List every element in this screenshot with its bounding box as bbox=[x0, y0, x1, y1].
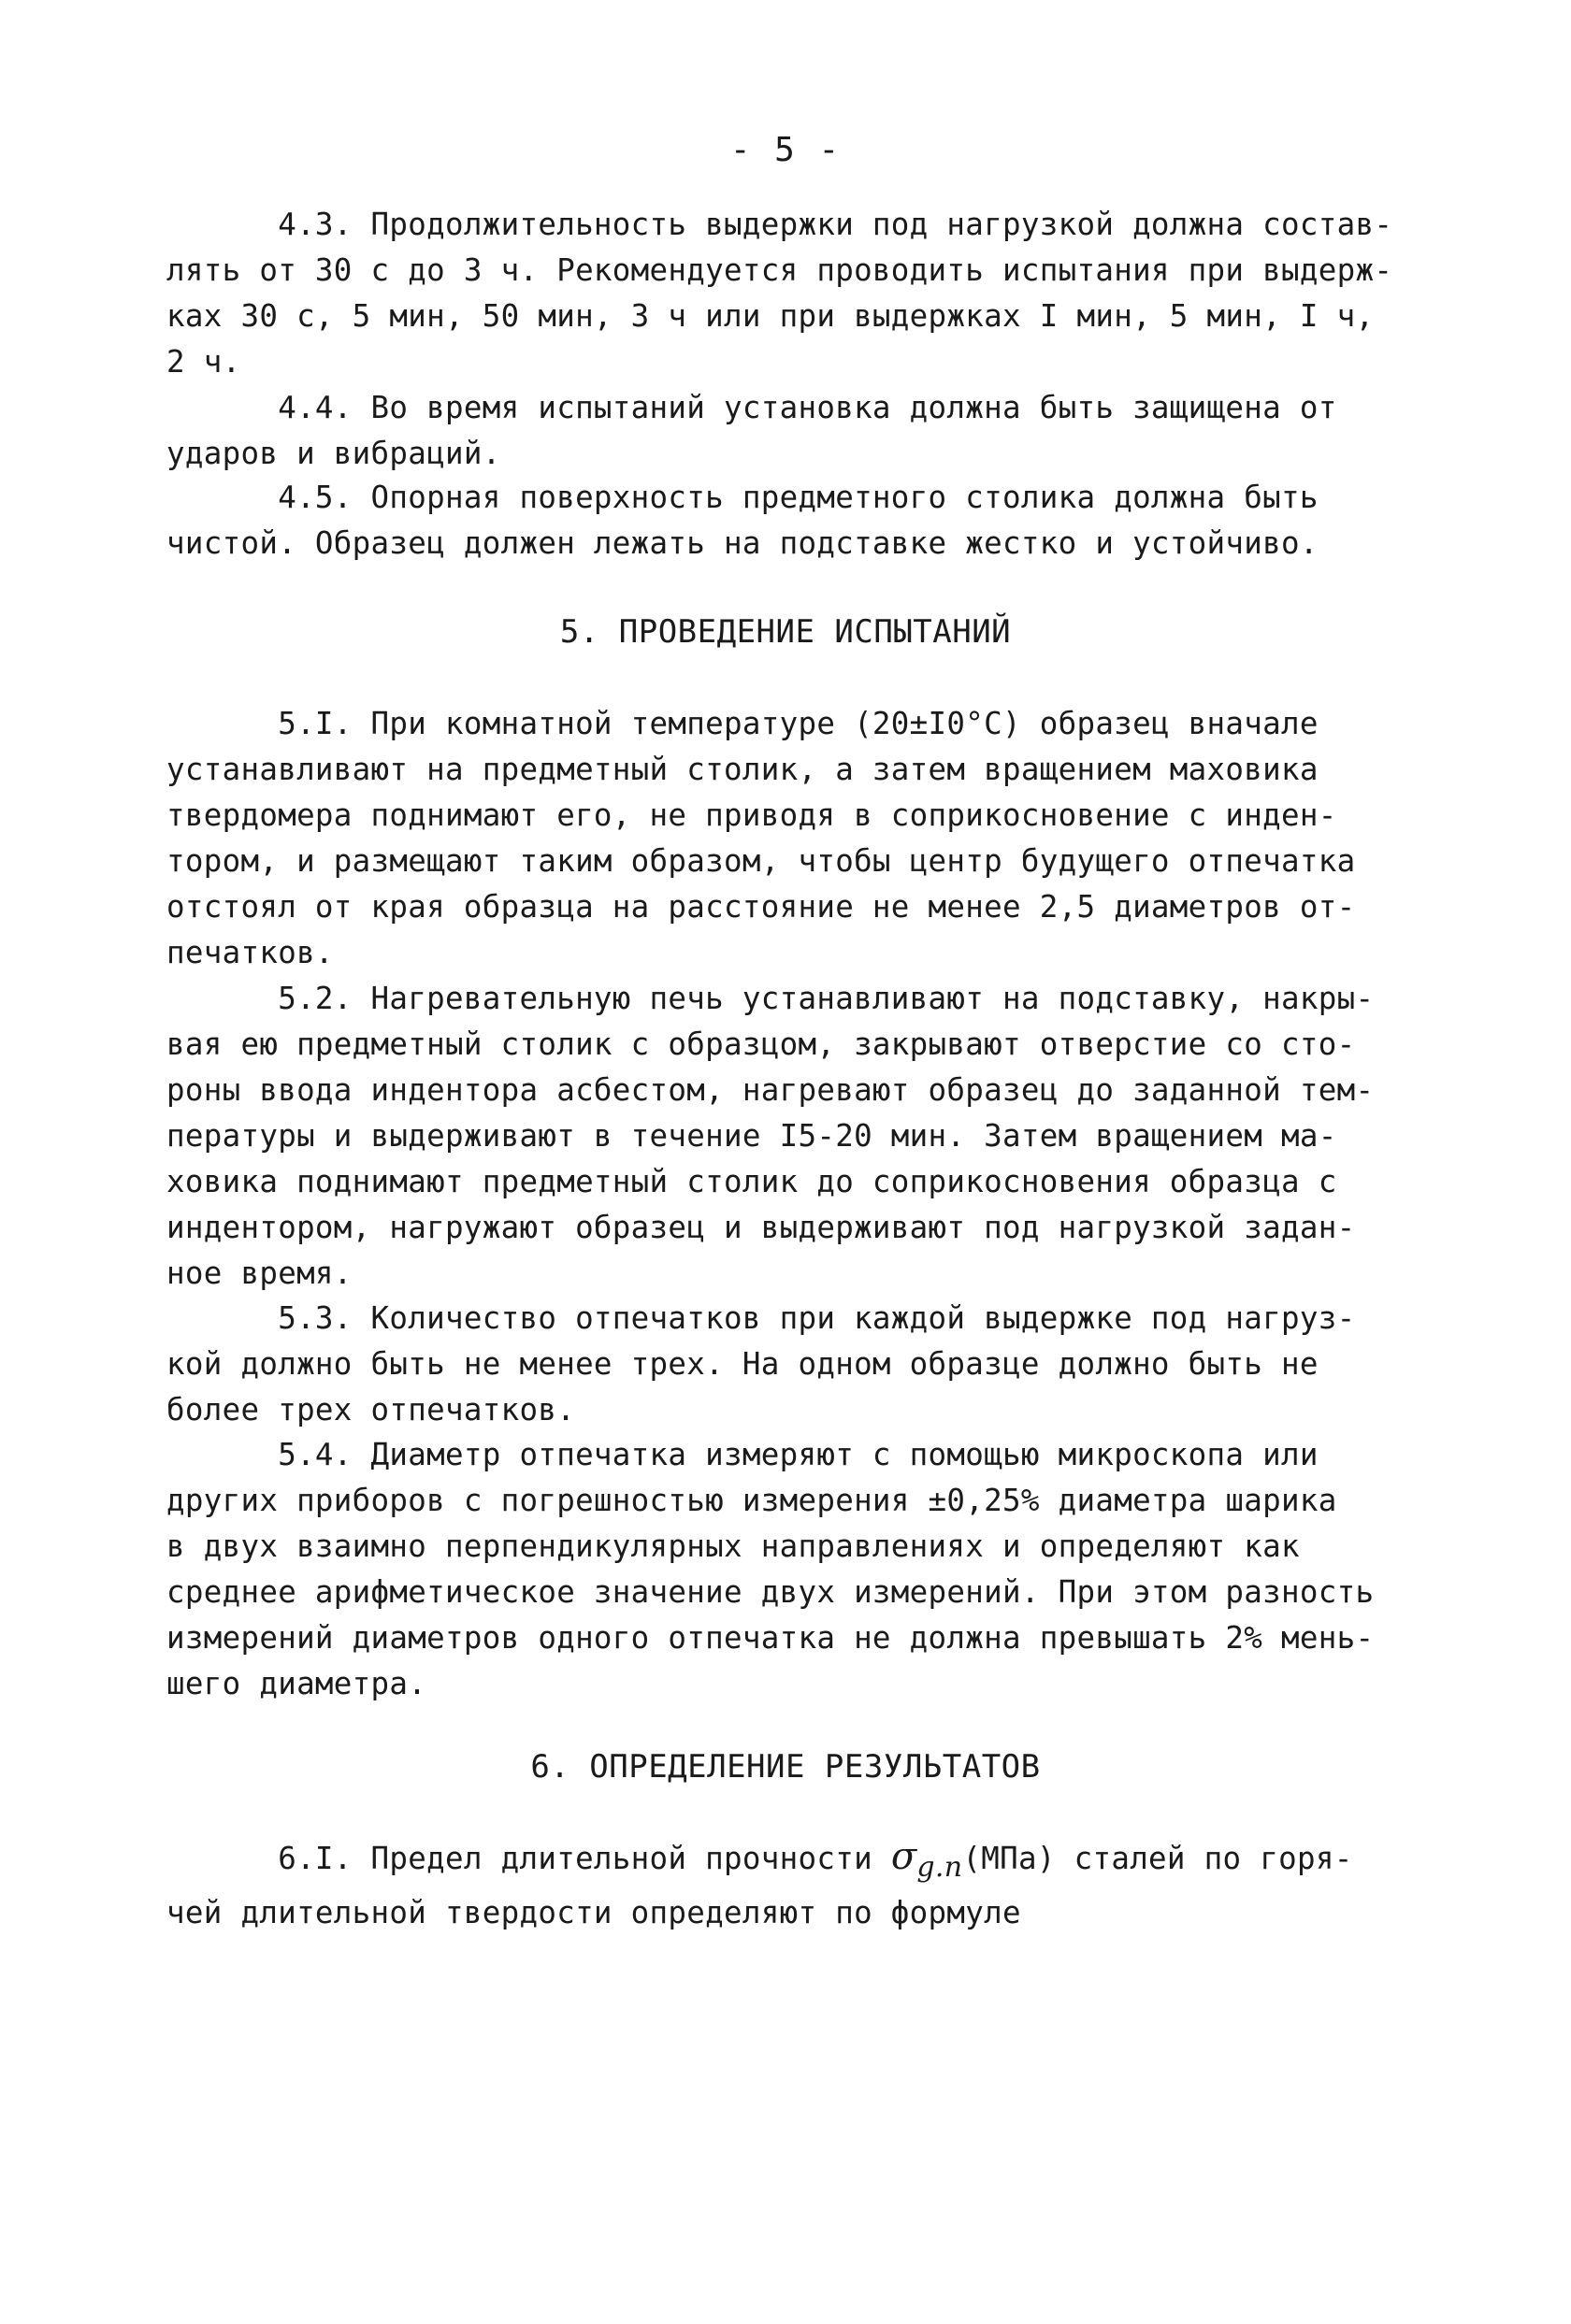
paragraph-6-1 bbox=[166, 1834, 1382, 1936]
sigma-symbol: σ bbox=[890, 1835, 917, 1878]
text-line: отстоял от края образца на расстояние не менее 2,5 диаметров от- bbox=[166, 889, 1356, 925]
text-line: 5.4. Диаметр отпечатка измеряют с помощью микроскопа или bbox=[166, 1437, 1319, 1472]
text-line: 4.3. Продолжительность выдержки под нагрузкой должна состав- bbox=[166, 207, 1393, 242]
text-line: 5.2. Нагревательную печь устанавливают на подставку, накры- bbox=[166, 981, 1375, 1016]
text-fragment: (МПа) сталей по горя- bbox=[962, 1841, 1353, 1876]
paragraph-4-4 bbox=[166, 385, 1382, 477]
paragraph-4-3 bbox=[166, 202, 1393, 385]
text-line: 4.4. Во время испытаний установка должна быть защищена от bbox=[166, 390, 1337, 425]
paragraph-5-1 bbox=[166, 701, 1382, 976]
text-line: кой должно быть не менее трех. На одном образце должно быть не bbox=[166, 1346, 1319, 1382]
page-number: - 5 - bbox=[729, 131, 842, 169]
text-line: вая ею предметный столик с образцом, закрывают отверстие со сто- bbox=[166, 1026, 1356, 1062]
text-line: шего диаметра. bbox=[166, 1666, 427, 1701]
text-line: печатков. bbox=[166, 935, 334, 970]
text-line: лять от 30 с до 3 ч. Рекомендуется проводить испытания при выдерж- bbox=[166, 252, 1393, 288]
text-line: среднее арифметическое значение двух измерений. При этом разность bbox=[166, 1574, 1375, 1610]
text-line: в двух взаимно перпендикулярных направлениях и определяют как bbox=[166, 1528, 1300, 1564]
text-line: более трех отпечатков. bbox=[166, 1392, 576, 1427]
paragraph-5-4 bbox=[166, 1432, 1382, 1707]
text-line: пературы и выдерживают в течение I5-20 мин. Затем вращением ма- bbox=[166, 1118, 1337, 1154]
text-line: ное время. bbox=[166, 1255, 353, 1291]
text-line: чистой. Образец должен лежать на подставке жестко и устойчиво. bbox=[166, 525, 1319, 561]
text-line: ховика поднимают предметный столик до соприкосновения образца с bbox=[166, 1164, 1337, 1199]
text-line: других приборов с погрешностью измерения ±0,25% диаметра шарика bbox=[166, 1483, 1337, 1518]
section-5-heading: 5. ПРОВЕДЕНИЕ ИСПЫТАНИЙ bbox=[559, 613, 1012, 651]
text-line bbox=[166, 1834, 1382, 1890]
text-line: устанавливают на предметный столик, а затем вращением маховика bbox=[166, 752, 1319, 787]
text-line: тором, и размещают таким образом, чтобы центр будущего отпечатка bbox=[166, 843, 1356, 879]
sigma-subscript: g.n bbox=[916, 1851, 963, 1884]
text-line: ках 30 с, 5 мин, 50 мин, 3 ч или при выдержках I мин, 5 мин, I ч, bbox=[166, 298, 1375, 334]
text-fragment: 6.I. Предел длительной прочности bbox=[166, 1841, 891, 1876]
text-line: индентором, нагружают образец и выдерживают под нагрузкой задан- bbox=[166, 1210, 1356, 1245]
paragraph-4-5 bbox=[166, 475, 1382, 567]
text-line: измерений диаметров одного отпечатка не должна превышать 2% мень- bbox=[166, 1620, 1375, 1656]
text-line: чей длительной твердости определяют по формуле bbox=[166, 1895, 1021, 1930]
text-line: твердомера поднимают его, не приводя в соприкосновение с инден- bbox=[166, 797, 1337, 833]
text-line: ударов и вибраций. bbox=[166, 436, 501, 471]
text-line: 2 ч. bbox=[166, 344, 241, 380]
text-line: 4.5. Опорная поверхность предметного столика должна быть bbox=[166, 480, 1319, 515]
text-line: 5.I. При комнатной температуре (20±I0°C) образец вначале bbox=[166, 706, 1319, 741]
text-line: 5.3. Количество отпечатков при каждой выдержке под нагруз- bbox=[166, 1300, 1356, 1336]
paragraph-5-3 bbox=[166, 1296, 1382, 1433]
paragraph-5-2 bbox=[166, 976, 1382, 1297]
text-line: роны ввода индентора асбестом, нагревают образец до заданной тем- bbox=[166, 1072, 1375, 1108]
section-6-heading: 6. ОПРЕДЕЛЕНИЕ РЕЗУЛЬТАТОВ bbox=[530, 1748, 1041, 1786]
